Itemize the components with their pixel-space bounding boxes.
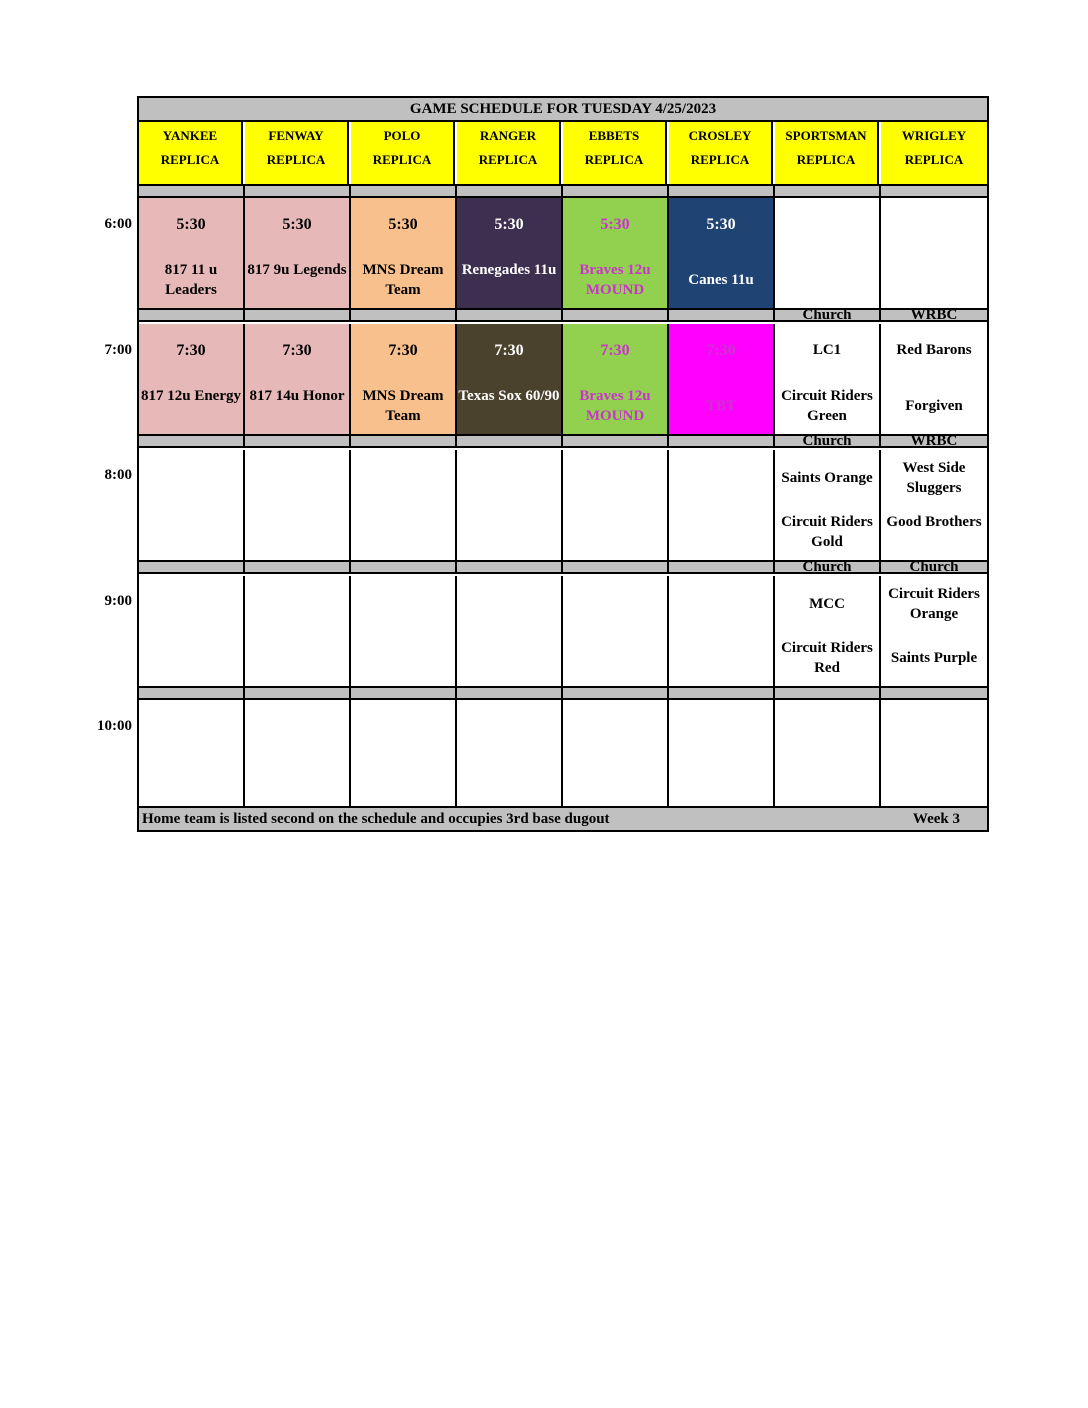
separator-cell — [669, 434, 775, 448]
game-cell-polo-800 — [351, 450, 457, 562]
separator-label-sportsman-900: Church — [775, 560, 881, 574]
game-cell-wrigley-900: Circuit Riders Orange Saints Purple — [881, 576, 987, 688]
game-cell-ranger-1000 — [457, 700, 563, 810]
week-label: Week 3 — [912, 811, 960, 827]
separator-label-sportsman-700: Church — [775, 308, 881, 322]
game-cell-yankee-1000 — [139, 700, 245, 810]
game-cell-sportsman-700: LC1 Circuit Riders Green — [775, 324, 881, 436]
game-cell-sportsman-900: MCC Circuit Riders Red — [775, 576, 881, 688]
game-cell-yankee-800 — [139, 450, 245, 562]
separator-cell — [139, 434, 245, 448]
game-cell-fenway-900 — [245, 576, 351, 688]
separator-cell — [563, 560, 669, 574]
separator-cell — [669, 686, 775, 700]
field-header-crosley: CROSLEY REPLICA — [669, 122, 773, 184]
game-cell-sportsman-600 — [775, 198, 881, 310]
field-header-polo: POLO REPLICA — [351, 122, 455, 184]
separator-cell — [351, 308, 457, 322]
separator-cell — [245, 560, 351, 574]
separator-cell — [245, 184, 351, 198]
field-header-fenway: FENWAY REPLICA — [245, 122, 349, 184]
game-cell-ebbets-700: 7:30 Braves 12u MOUND — [563, 324, 669, 436]
game-cell-wrigley-700: Red Barons Forgiven — [881, 324, 987, 436]
separator-cell — [563, 308, 669, 322]
game-cell-yankee-600: 5:30 817 11 u Leaders — [139, 198, 245, 310]
separator-cell — [457, 560, 563, 574]
separator-cell — [563, 686, 669, 700]
game-cell-wrigley-600 — [881, 198, 987, 310]
separator-label-wrigley-900: Church — [881, 560, 987, 574]
schedule-table — [137, 96, 989, 832]
game-cell-sportsman-1000 — [775, 700, 881, 810]
game-cell-crosley-800 — [669, 450, 775, 562]
game-cell-crosley-1000 — [669, 700, 775, 810]
game-cell-fenway-1000 — [245, 700, 351, 810]
game-cell-ranger-900 — [457, 576, 563, 688]
separator-cell — [775, 686, 881, 700]
schedule-title: GAME SCHEDULE FOR TUESDAY 4/25/2023 — [139, 98, 987, 122]
separator-cell — [351, 184, 457, 198]
separator-label-wrigley-700: WRBC — [881, 308, 987, 322]
separator-cell — [457, 686, 563, 700]
separator-cell — [139, 560, 245, 574]
separator-cell — [881, 686, 987, 700]
time-label-600: 6:00 — [104, 216, 132, 232]
game-cell-fenway-700: 7:30 817 14u Honor — [245, 324, 351, 436]
separator-cell — [139, 184, 245, 198]
game-cell-fenway-800 — [245, 450, 351, 562]
separator-cell — [669, 184, 775, 198]
game-cell-ebbets-900 — [563, 576, 669, 688]
separator-cell — [457, 434, 563, 448]
game-cell-sportsman-800: Saints Orange Circuit Riders Gold — [775, 450, 881, 562]
separator-cell — [139, 686, 245, 700]
separator-cell — [139, 308, 245, 322]
schedule-footer — [139, 806, 987, 830]
game-cell-polo-900 — [351, 576, 457, 688]
field-header-ebbets: EBBETS REPLICA — [563, 122, 667, 184]
game-cell-crosley-900 — [669, 576, 775, 688]
field-header-sportsman: SPORTSMAN REPLICA — [775, 122, 879, 184]
game-cell-fenway-600: 5:30 817 9u Legends — [245, 198, 351, 310]
game-cell-crosley-600: 5:30 Canes 11u — [669, 198, 775, 310]
separator-cell — [775, 184, 881, 198]
separator-cell — [669, 308, 775, 322]
game-cell-ranger-700: 7:30 Texas Sox 60/90 — [457, 324, 563, 436]
game-cell-yankee-700: 7:30 817 12u Energy — [139, 324, 245, 436]
field-header-wrigley: WRIGLEY REPLICA — [881, 122, 987, 184]
separator-cell — [245, 434, 351, 448]
time-label-1000: 10:00 — [97, 718, 132, 734]
game-cell-crosley-700: 7:30 TBT — [669, 324, 775, 436]
game-cell-polo-600: 5:30 MNS Dream Team — [351, 198, 457, 310]
game-cell-yankee-900 — [139, 576, 245, 688]
time-label-800: 8:00 — [104, 467, 132, 483]
game-cell-wrigley-800: West Side Sluggers Good Brothers — [881, 450, 987, 562]
game-cell-polo-700: 7:30 MNS Dream Team — [351, 324, 457, 436]
separator-cell — [351, 434, 457, 448]
separator-cell — [245, 308, 351, 322]
time-label-700: 7:00 — [104, 342, 132, 358]
separator-cell — [563, 184, 669, 198]
separator-cell — [881, 184, 987, 198]
time-label-900: 9:00 — [104, 593, 132, 609]
separator-cell — [563, 434, 669, 448]
game-cell-ranger-600: 5:30 Renegades 11u — [457, 198, 563, 310]
field-header-ranger: RANGER REPLICA — [457, 122, 561, 184]
separator-cell — [457, 308, 563, 322]
separator-label-wrigley-800: WRBC — [881, 434, 987, 448]
separator-cell — [457, 184, 563, 198]
game-cell-ranger-800 — [457, 450, 563, 562]
separator-cell — [245, 686, 351, 700]
separator-cell — [351, 686, 457, 700]
footer-note: Home team is listed second on the schedule and occupies 3rd base dugout — [142, 811, 610, 827]
game-cell-ebbets-800 — [563, 450, 669, 562]
separator-label-sportsman-800: Church — [775, 434, 881, 448]
game-cell-polo-1000 — [351, 700, 457, 810]
game-cell-ebbets-1000 — [563, 700, 669, 810]
game-cell-wrigley-1000 — [881, 700, 987, 810]
game-cell-ebbets-600: 5:30 Braves 12u MOUND — [563, 198, 669, 310]
separator-cell — [351, 560, 457, 574]
separator-cell — [669, 560, 775, 574]
field-header-yankee: YANKEE REPLICA — [139, 122, 243, 184]
